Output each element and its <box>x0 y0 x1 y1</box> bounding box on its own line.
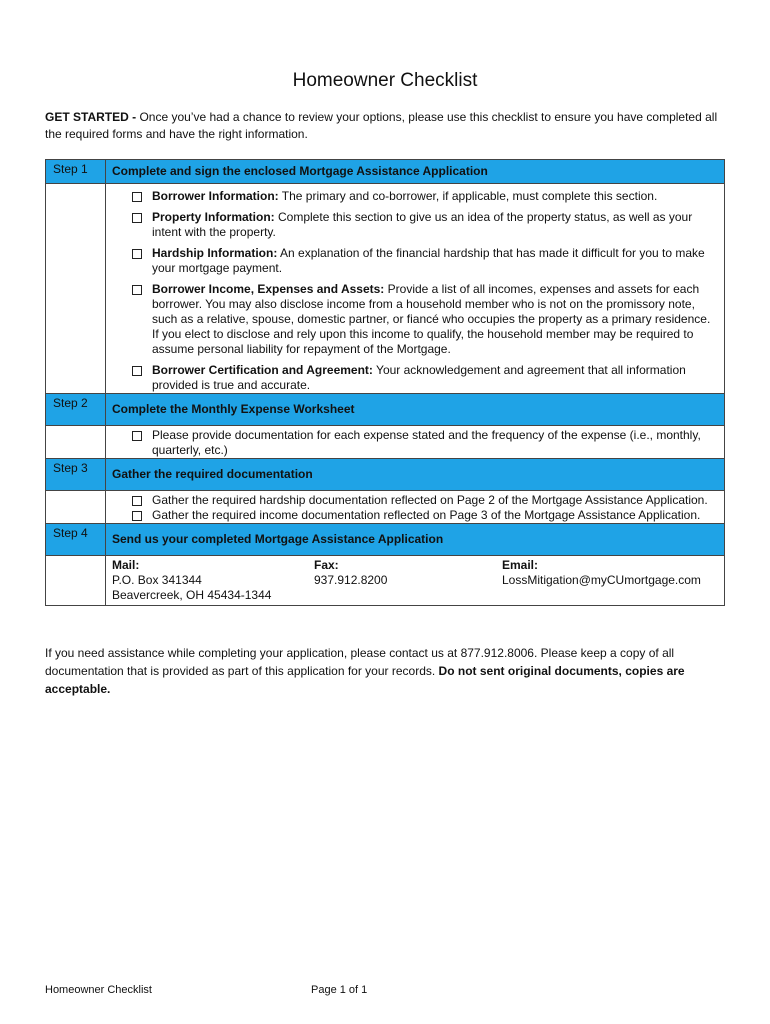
checkbox[interactable] <box>132 366 142 376</box>
page-title: Homeowner Checklist <box>292 70 478 91</box>
mail-block: Mail: P.O. Box 341344 Beavercreek, OH 45434-1344 <box>112 558 272 602</box>
page-number: Page 1 of 1 <box>311 984 368 996</box>
step-3-items <box>106 491 725 524</box>
step-4-contact <box>106 556 725 606</box>
step-1-items <box>106 184 725 394</box>
checkbox[interactable] <box>132 496 142 506</box>
outro-warning: Do not sent original documents, copies are acceptable. <box>45 664 685 696</box>
checkbox[interactable] <box>132 213 142 223</box>
checkbox[interactable] <box>132 249 142 259</box>
checkbox[interactable] <box>132 285 142 295</box>
checklist-item: Gather the required income documentation reflected on Page 3 of the Mortgage Assistance Application. <box>132 508 718 523</box>
step-3-heading: Gather the required documentation <box>106 459 725 491</box>
step-4-heading: Send us your completed Mortgage Assistance Application <box>106 524 725 556</box>
checklist-item: Please provide documentation for each expense stated and the frequency of the expense (i.e., monthly, quarterly, etc.) <box>132 428 718 458</box>
outro-paragraph: If you need assistance while completing your application, please contact us at 877.912.8006. Please keep a copy of all documentation that is provided as part of this application for your records. Do not sent original documents, copies are acceptable. <box>45 646 685 696</box>
step-2-label: Step 2 <box>46 394 106 426</box>
checklist-item: Borrower Certification and Agreement: Your acknowledgement and agreement that all information provided is true and accurate. <box>132 363 718 393</box>
step-3-label: Step 3 <box>46 459 106 491</box>
checkbox[interactable] <box>132 192 142 202</box>
checkbox[interactable] <box>132 511 142 521</box>
intro-paragraph <box>45 109 725 143</box>
intro-lead: GET STARTED - <box>45 110 137 124</box>
checklist-item: Hardship Information: An explanation of the financial hardship that has made it difficult for you to make your mortgage payment. <box>132 246 718 276</box>
email-link[interactable]: LossMitigation@myCUmortgage.com <box>502 573 701 587</box>
step-2-items <box>106 426 725 459</box>
step-1-heading: Complete and sign the enclosed Mortgage Assistance Application <box>106 160 725 184</box>
checklist-table <box>45 159 725 606</box>
step-2-heading: Complete the Monthly Expense Worksheet <box>106 394 725 426</box>
step-4-label: Step 4 <box>46 524 106 556</box>
intro-text: Once you’ve had a chance to review your options, please use this checklist to ensure you have completed all the required forms and have the right information. <box>45 110 718 141</box>
footer-title: Homeowner Checklist <box>45 984 152 996</box>
checkbox[interactable] <box>132 431 142 441</box>
step-1-label: Step 1 <box>46 160 106 184</box>
checklist-item: Borrower Income, Expenses and Assets: Provide a list of all incomes, expenses and assets for each borrower. You may also disclose income from a household member who is not on the promissory note, such as a relative, spouse, domestic partner, or fiancé who occupies the property as a primary residence. If you elect to disclose and rely upon this income to qualify, the household member may be required to assume personal liability for repayment of the Mortgage. <box>132 282 718 357</box>
checklist-item: Gather the required hardship documentation reflected on Page 2 of the Mortgage Assistance Application. <box>132 493 718 508</box>
checklist-item: Property Information: Complete this section to give us an idea of the property status, as well as your intent with the property. <box>132 210 718 240</box>
checklist-item: Borrower Information: The primary and co-borrower, if applicable, must complete this section. <box>132 189 718 204</box>
fax-block: Fax: 937.912.8200 <box>314 558 388 587</box>
email-block: Email: LossMitigation@myCUmortgage.com <box>502 558 718 603</box>
